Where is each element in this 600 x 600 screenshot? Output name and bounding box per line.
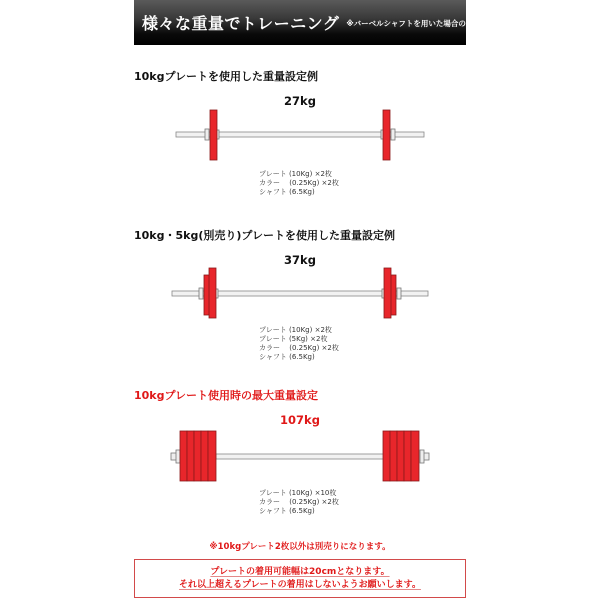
collar-icon [176,450,180,463]
section-1-specs [259,170,339,197]
section-2-specs [259,326,339,362]
collar-icon [420,450,424,463]
spec-line: プレート (10Kg) ×2枚 [259,326,332,334]
header-title: 様々な重量でトレーニング [142,14,340,33]
section-2-title: 10kg・5kg(別売り)プレートを使用した重量設定例 [134,229,395,242]
plate-10kg-icon [384,268,391,318]
spec-line: プレート (5Kg) ×2枚 [259,335,328,343]
spec-line: カラー (0.25Kg) ×2枚 [259,344,339,352]
barbell-27kg-illustration [0,105,600,165]
plate-10kg-icon [210,110,217,160]
footnote: ※10kgプレート2枚以外は別売りになります。 [209,542,391,552]
section-2-weight: 37kg [284,253,316,267]
barbell-107kg-illustration [0,425,600,490]
spec-line: カラー (0.25Kg) ×2枚 [259,498,339,506]
spec-line: プレート (10Kg) ×2枚 [259,170,332,178]
collar-icon [205,129,209,140]
plate-stack-left-icon [180,431,216,481]
section-3-title: 10kgプレート使用時の最大重量設定 [134,389,319,402]
header-banner [134,0,489,45]
plate-stack-right-icon [383,431,419,481]
spec-line: シャフト (6.5Kg) [259,353,315,361]
spec-line: シャフト (6.5Kg) [259,507,315,515]
plate-10kg-icon [383,110,390,160]
collar-icon [391,129,395,140]
section-3-specs [259,489,339,516]
section-1-title: 10kgプレートを使用した重量設定例 [134,70,319,83]
notice-line-1: プレートの着用可能幅は20cmとなります。 [210,566,390,577]
header-subtitle: ※バーベルシャフトを用いた場合の使用例 [346,19,489,28]
collar-icon [397,288,401,299]
notice-box [134,559,466,598]
notice-line-2: それ以上超えるプレートの着用はしないようお願いします。 [179,579,421,590]
spec-line: シャフト (6.5Kg) [259,188,315,196]
spec-line: カラー (0.25Kg) ×2枚 [259,179,339,187]
spec-line: プレート (10Kg) ×10枚 [259,489,337,497]
plate-10kg-icon [209,268,216,318]
section-3-weight: 107kg [280,413,320,427]
barbell-37kg-illustration [0,262,600,328]
collar-icon [199,288,203,299]
section-1-weight: 27kg [284,94,316,108]
